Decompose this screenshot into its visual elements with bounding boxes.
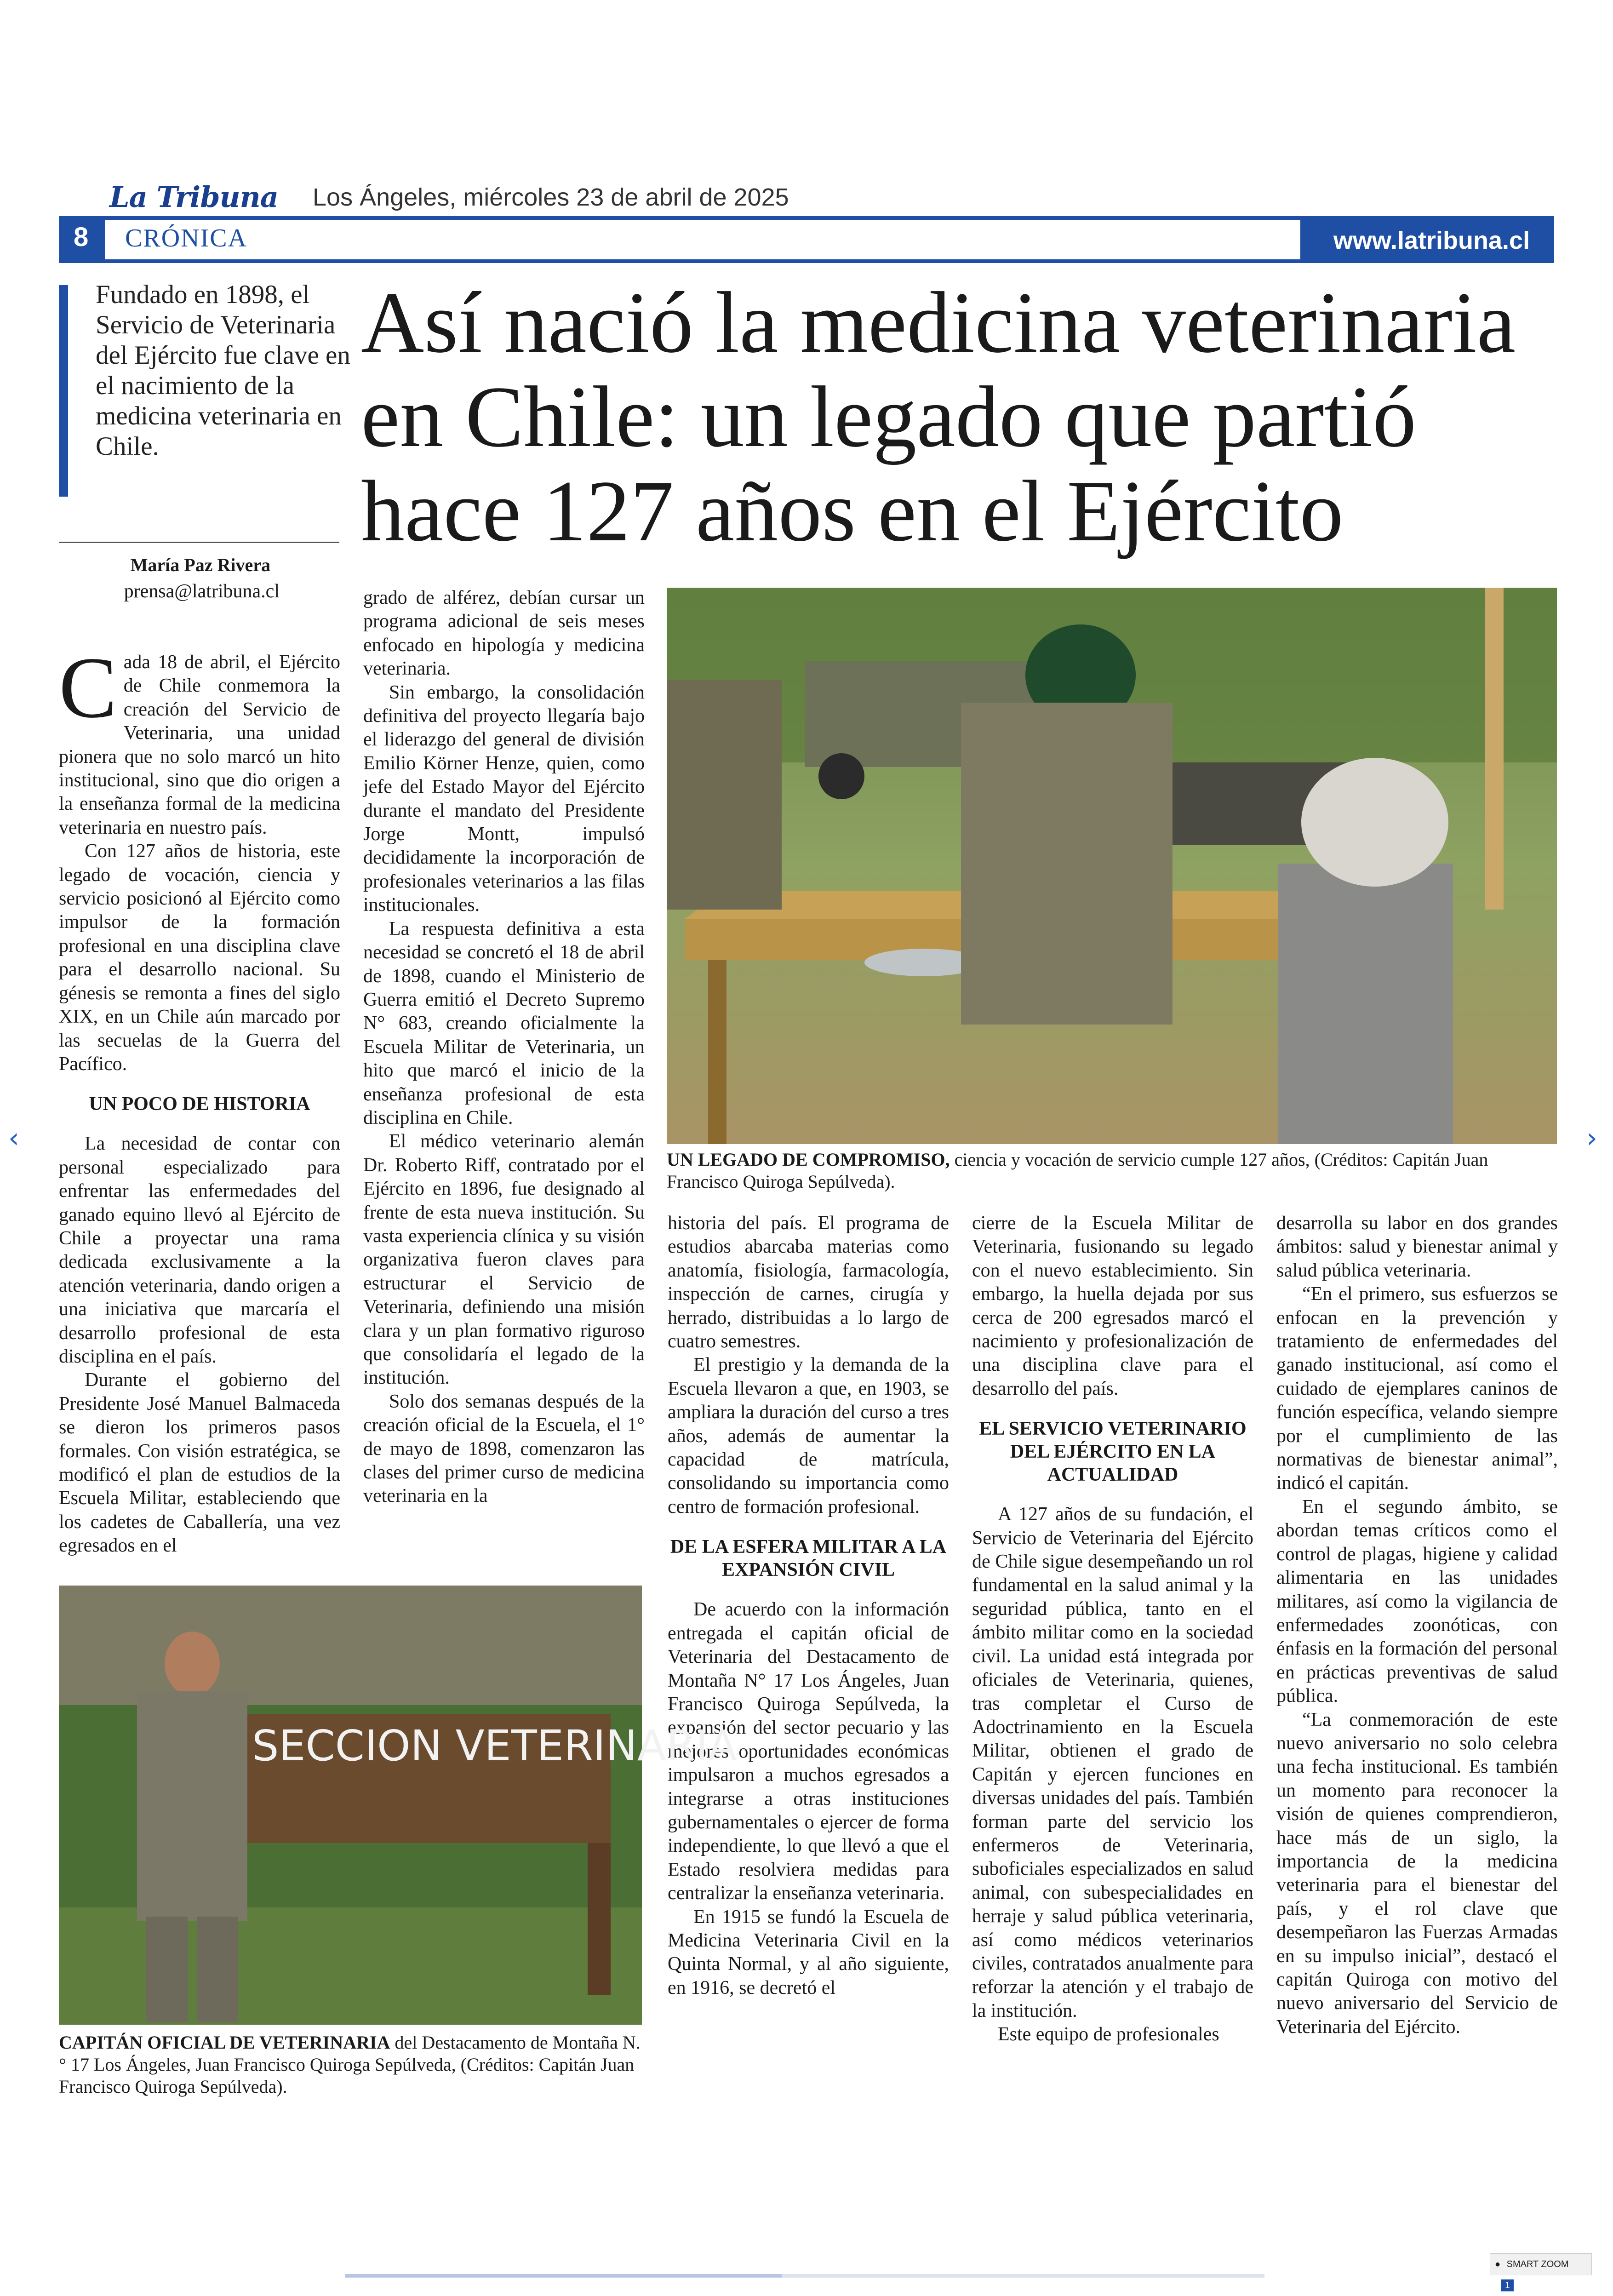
caption-bold: CAPITÁN OFICIAL DE VETERINARIA (59, 2032, 390, 2053)
column-5 (1276, 1212, 1558, 2039)
subheading: DE LA ESFERA MILITAR A LA EXPANSIÓN CIVIL (670, 1536, 947, 1581)
section-bar-inner (105, 220, 1300, 259)
page-number: 8 (74, 222, 89, 252)
photo-captain-sign (59, 1586, 737, 2025)
paragraph: grado de alférez, debían cursar un programa adicional de seis meses enfocado en hipología y medicina veterinaria. (363, 587, 645, 680)
scroll-thumb[interactable] (345, 2274, 782, 2278)
drop-cap: C (59, 640, 117, 736)
paragraph: Durante el gobierno del Presidente José Manuel Balmaceda se dieron los primeros pasos formales. Con visión estratégica, se modificó el plan de estudios de la Escuela Militar, estableciendo que los cadetes de Caballería, una vez egresados en el (59, 1369, 340, 1557)
lead-summary: Fundado en 1898, el Servicio de Veterinaria del Ejército fue clave en el nacimiento de la medicina veterinaria en Chile. (96, 280, 350, 461)
sign-text: SECCION VETERINARIA (252, 1721, 737, 1770)
subheading: UN POCO DE HISTORIA (89, 1094, 310, 1115)
newspaper-logo: La Tribuna (109, 180, 278, 214)
byline-author: María Paz Rivera (130, 555, 270, 575)
site-url: www.latribuna.cl (1333, 227, 1530, 254)
paragraph: Solo dos semanas después de la creación oficial de la Escuela, el 1° de mayo de 1898, comenzaron las clases del primer curso de medicina veterinaria en la (363, 1391, 645, 1507)
paragraph: desarrolla su labor en dos grandes ámbitos: salud y bienestar animal y salud pública veterinaria. (1276, 1213, 1558, 1281)
subheading: EL SERVICIO VETERINARIO DEL EJÉRCITO EN LA ACTUALIDAD (979, 1418, 1247, 1486)
byline-email: prensa@latribuna.cl (124, 581, 280, 602)
column-2 (363, 586, 645, 1508)
paragraph: El médico veterinario alemán Dr. Roberto Riff, contratado por el Ejército en 1896, fue designado al frente de esta nueva institución. Su vasta experiencia clínica y su visión organizativa fueron claves para estructurar el Servicio de Veterinaria, definiendo una misión clara y un plan formativo riguroso que consolidaría el legado de la institución. (363, 1131, 645, 1389)
paragraph: En el segundo ámbito, se abordan temas críticos como el control de plagas, higiene y calidad alimentaria en las unidades militares, así como la vigilancia de enfermedades zoonóticas, con énfasis en la formación del personal en prácticas preventivas de salud pública. (1276, 1496, 1558, 1707)
photo2-caption (59, 2032, 642, 2098)
paragraph: Sin embargo, la consolidación definitiva del proyecto llegaría bajo el liderazgo del general de división Emilio Körner Henze, quien, como jefe del Estado Mayor del Ejército durante el mandato del Presidente Jorge Montt, impulsó decididamente la incorporación de profesionales veterinarios a las filas institucionales. (363, 681, 645, 916)
caption-bold: UN LEGADO DE COMPROMISO, (667, 1149, 950, 1170)
paragraph: En 1915 se fundó la Escuela de Medicina Veterinaria Civil en la Quinta Normal, y al año siguiente, en 1916, se decretó el (668, 1906, 949, 1998)
paragraph: La respuesta definitiva a esta necesidad se concretó el 18 de abril de 1898, cuando el Ministerio de Guerra emitió el Decreto Supremo N° 683, creando oficialmente la Escuela Militar de Veterinaria, un hito que marcó el inicio de la enseñanza profesional de esta disciplina en Chile. (363, 918, 645, 1128)
eye-icon: ● (1495, 2259, 1501, 2269)
photo-veterinary-field (667, 588, 1557, 1144)
page-indicator: 1 (1501, 2279, 1514, 2291)
column-3 (668, 1212, 949, 2000)
paragraph: cierre de la Escuela Militar de Veterinaria, fusionando su legado con el nuevo establecimiento. Sin embargo, la huella dejada por sus cerca de 200 egresados marcó el nacimiento y profesionalización de una disciplina clave para el desarrollo del país. (972, 1213, 1253, 1399)
paragraph: ada 18 de abril, el Ejército de Chile conmemora la creación del Servicio de Veterinaria, una unidad pionera que no solo marcó un hito institucional, sino que dio origen a la enseñanza formal de la medicina veterinaria en nuestro país. (59, 652, 340, 838)
smart-zoom-label: SMART ZOOM (1506, 2259, 1569, 2269)
headline: Así nació la medicina veterinaria en Chile: un legado que partió hace 127 años en el Ejército (361, 275, 1516, 560)
column-1 (59, 640, 340, 1558)
paragraph: El prestigio y la demanda de la Escuela llevaron a que, en 1903, se ampliara la duración del curso a tres años, además de aumentar la capacidad de matrícula, consolidando su importancia como centro de formación profesional. (668, 1354, 949, 1517)
paragraph: A 127 años de su fundación, el Servicio de Veterinaria del Ejército de Chile sigue desempeñando un rol fundamental en la salud animal y la seguridad pública, tanto en el ámbito militar como en la sociedad civil. La unidad está integrada por oficiales de Veterinaria, quienes, tras completar el Curso de Adoctrinamiento en la Escuela Militar, obtienen el grado de Capitán y ejercen funciones en diversas unidades del país. También forman parte del servicio los enfermeros de Veterinaria, suboficiales especializados en salud animal, con subespecialidades en herraje y salud pública veterinaria, así como médicos veterinarios civiles, contratados anualmente para reforzar la atención y el trabajo de la institución. (972, 1504, 1253, 2021)
chevron-left-icon[interactable]: ‹ (8, 1122, 19, 1154)
paragraph: “La conmemoración de este nuevo aniversario no solo celebra una fecha institucional. Es también un momento para reconocer la visión de quienes comprendieron, hace más de un siglo, la importancia de la medicina veterinaria para el bienestar del país, y el rol clave que desempeñaron las Fuerzas Armadas en su impulso inicial”, destacó el capitán Quiroga con motivo del nuevo aniversario del Servicio de Veterinaria del Ejército. (1276, 1709, 1558, 2038)
byline-rule (59, 542, 339, 543)
paragraph: La necesidad de contar con personal especializado para enfrentar las enfermedades del ganado equino llevó al Ejército de Chile a proyectar una rama dedicada exclusivamente a la atención veterinaria, dando origen a una iniciativa que marcaría el desarrollo profesional de esta disciplina en el país. (59, 1133, 340, 1367)
caption-text: ciencia y vocación de servicio cumple 127 años, (Créditos: Capitán Juan Francisco Quiroga Sepúlveda). (667, 1149, 1488, 1192)
section-name: CRÓNICA (125, 224, 248, 252)
photo1-caption (667, 1149, 1557, 1193)
paragraph: Este equipo de profesionales (998, 2024, 1219, 2045)
paragraph: “En el primero, sus esfuerzos se enfocan en la prevención y tratamiento de enfermedades del ganado institucional, así como el cuidado de ejemplares caninos de función específica, velando siempre por el cumplimiento de las normativas de bienestar animal”, indicó el capitán. (1276, 1283, 1558, 1494)
chevron-right-icon[interactable]: › (1586, 1122, 1597, 1154)
column-4 (972, 1212, 1253, 2047)
dateline: Los Ángeles, miércoles 23 de abril de 2025 (313, 183, 789, 211)
caption-text: del Destacamento de Montaña N.° 17 Los Ángeles, Juan Francisco Quiroga Sepúlveda, (Créditos: Capitán Juan Francisco Quiroga Sepúlveda). (59, 2032, 641, 2097)
lead-accent-bar (59, 285, 68, 497)
paragraph: De acuerdo con la información entregada el capitán oficial de Veterinaria del Destacamento de Montaña N° 17 Los Ángeles, Juan Francisco Quiroga Sepúlveda, la expansión del sector pecuario y las mejores oportunidades económicas impulsaron a muchos egresados a integrarse a otras instituciones gubernamentales o ejercer de forma independiente, lo que llevó a que el Estado resolviera medidas para centralizar la enseñanza veterinaria. (668, 1599, 949, 1904)
smart-zoom-control[interactable] (1490, 2253, 1592, 2290)
paragraph: Con 127 años de historia, este legado de vocación, ciencia y servicio posicionó al Ejército como impulsor de la formación profesional en una disciplina clave para el desarrollo nacional. Su génesis se remonta a fines del siglo XIX, en un Chile aún marcado por las secuelas de la Guerra del Pacífico. (59, 841, 340, 1075)
paragraph: historia del país. El programa de estudios abarcaba materias como anatomía, fisiología, farmacología, inspección de carnes, cirugía y herrado, distribuidas a lo largo de cuatro semestres. (668, 1213, 949, 1352)
